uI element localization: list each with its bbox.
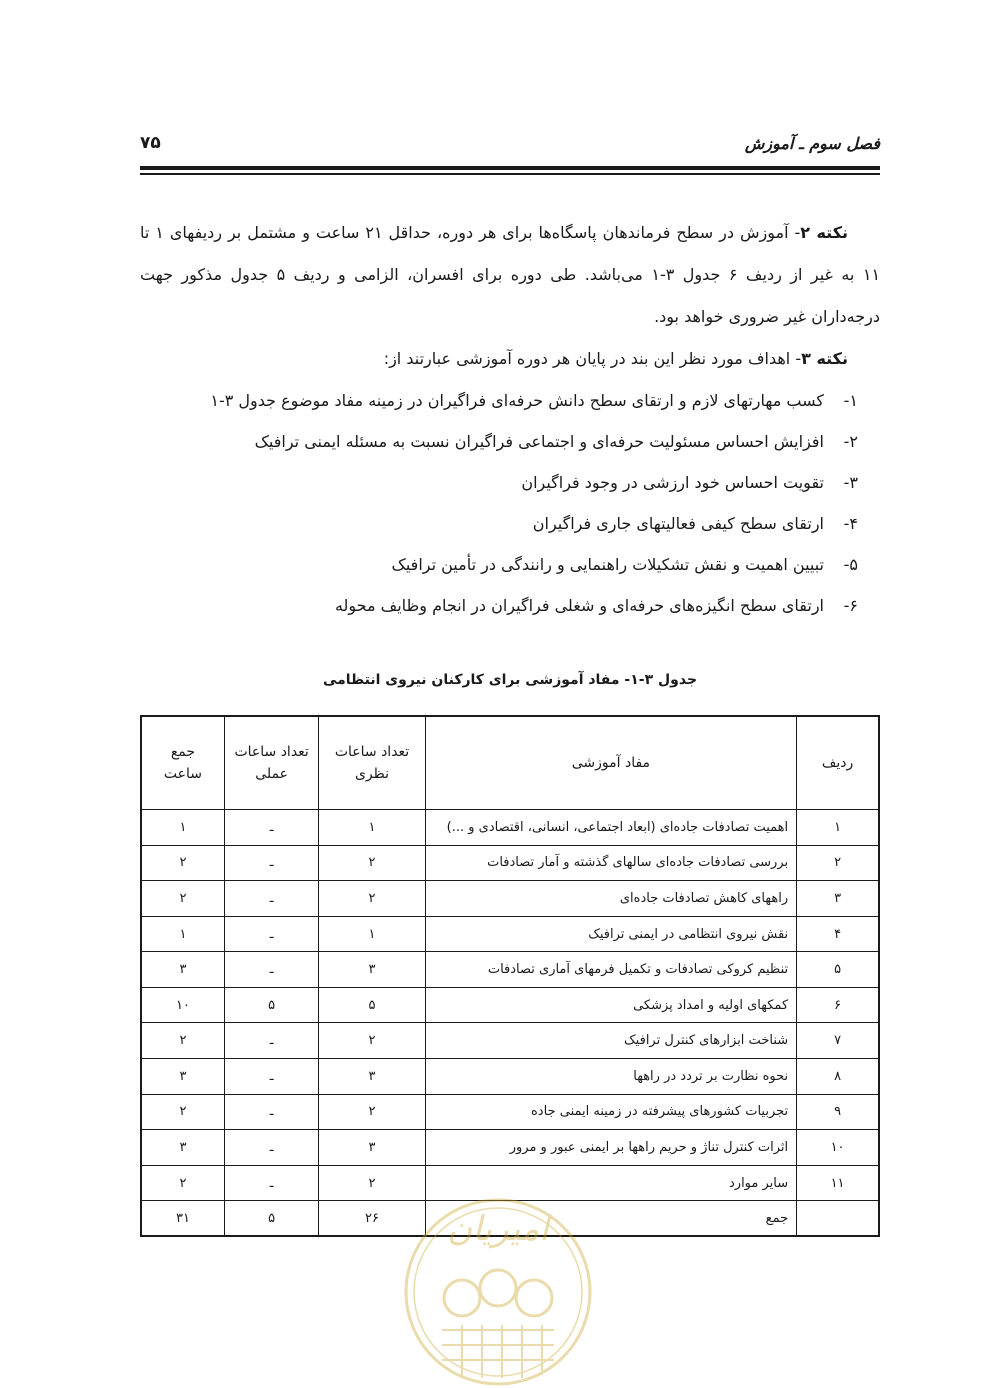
table-row [141,916,879,952]
cell-row-number: ۹ [797,1094,879,1130]
cell-row-number: ۴ [797,916,879,952]
objective-number: ۲- [843,432,858,451]
page-header [140,128,880,158]
table-row [141,810,879,846]
header-practical-hours: تعداد ساعات عملی [224,716,318,810]
cell-topic: تنظیم کروکی تصادفات و تکمیل فرمهای آماری تصادفات [425,952,796,988]
note-2-paragraph [140,212,880,338]
note-3-paragraph [140,338,880,380]
cell-topic: تجربیات کشورهای پیشرفته در زمینه ایمنی جاده [425,1094,796,1130]
cell-topic: راههای کاهش تصادفات جاده‌ای [425,881,796,917]
cell-practical-hours: ـ [224,1130,318,1166]
cell-total-hours: ۲ [141,845,224,881]
cell-row-number: ۷ [797,1023,879,1059]
table-row [141,987,879,1023]
cell-theory-hours: ۳ [319,1059,425,1095]
cell-row-number: ۲ [797,845,879,881]
table-row [141,1094,879,1130]
table-row [141,881,879,917]
cell-total-hours: ۳ [141,1059,224,1095]
cell-practical-hours: ـ [224,881,318,917]
page-number: ۷۵ [140,133,161,153]
table-row [141,1165,879,1201]
cell-theory-hours: ۲ [319,1023,425,1059]
header-rule-thick [140,166,880,170]
cell-row-number: ۱ [797,810,879,846]
cell-topic: بررسی تصادفات جاده‌ای سالهای گذشته و آمار تصادفات [425,845,796,881]
objective-number: ۳- [843,473,858,492]
cell-theory-hours: ۳ [319,1130,425,1166]
objective-text: ارتقای سطح انگیزه‌های حرفه‌ای و شغلی فراگیران در انجام وظایف محوله [334,596,824,615]
table-row [141,1130,879,1166]
cell-total-hours: ۱۰ [141,987,224,1023]
cell-total-hours: ۲ [141,881,224,917]
objective-item [140,462,880,503]
cell-practical-hours: ـ [224,1165,318,1201]
objective-text: تقویت احساس خود ارزشی در وجود فراگیران [521,473,824,492]
header-row-number: ردیف [797,716,879,810]
table-total-row [141,1201,879,1236]
cell-practical-hours: ـ [224,845,318,881]
cell-total-hours: ۳ [141,1130,224,1166]
objectives-list [140,380,880,626]
table-row [141,952,879,988]
header-theory-hours: تعداد ساعات نظری [319,716,425,810]
cell-theory-hours: ۳ [319,952,425,988]
cell-topic: شناخت ابزارهای کنترل ترافیک [425,1023,796,1059]
table-caption: جدول ۳-۱- مفاد آموزشی برای کارکنان نیروی انتظامی [322,672,698,688]
cell-theory-hours: ۱ [319,810,425,846]
cell-theory-hours: ۱ [319,916,425,952]
note-2-text: - آموزش در سطح فرماندهان پاسگاه‌ها برای هر دوره، حداقل ۲۱ ساعت و مشتمل بر ردیفهای ۱ تا ۱۱ به غیر از ردیف ۶ جدول ۳-۱ می‌باشد. طی دوره برای افسران، الزامی و ردیف ۵ جدول مذکور جهت درجه‌داران غیر ضروری خواهد بود. [140,223,881,326]
cell-practical-hours: ـ [224,1023,318,1059]
body-text [140,212,880,626]
watermark-text: امیریان [447,1209,549,1249]
cell-row-number: ۸ [797,1059,879,1095]
cell-total-hours: ۱ [141,916,224,952]
cell-row-number [797,1201,879,1236]
cell-theory-hours: ۲ [319,881,425,917]
header-total-hours: جمع ساعت [141,716,224,810]
cell-practical-hours: ـ [224,952,318,988]
cell-practical-hours: ـ [224,1094,318,1130]
objective-number: ۶- [843,596,858,615]
cell-topic: نحوه نظارت بر تردد در راهها [425,1059,796,1095]
cell-total-hours: ۳ [141,952,224,988]
objective-text: ارتقای سطح کیفی فعالیتهای جاری فراگیران [532,514,824,533]
cell-total-practical: ۵ [224,1201,318,1236]
cell-topic: نقش نیروی انتظامی در ایمنی ترافیک [425,916,796,952]
cell-total-hours: ۲ [141,1094,224,1130]
note-3-text: - اهداف مورد نظر این بند در پایان هر دوره آموزشی عبارتند از: [383,349,802,368]
cell-topic: سایر موارد [425,1165,796,1201]
chapter-title: فصل سوم ـ آموزش [744,133,880,153]
cell-theory-hours: ۵ [319,987,425,1023]
table-row [141,1023,879,1059]
cell-total-hours: ۱ [141,810,224,846]
cell-row-number: ۱۰ [797,1130,879,1166]
objective-item [140,585,880,626]
cell-theory-hours: ۲ [319,1094,425,1130]
cell-total-hours: ۲ [141,1165,224,1201]
objective-item [140,503,880,544]
cell-topic: کمکهای اولیه و امداد پزشکی [425,987,796,1023]
objective-item [140,421,880,462]
table-row [141,845,879,881]
cell-theory-hours: ۲ [319,845,425,881]
cell-practical-hours: ـ [224,916,318,952]
cell-total-label: جمع [425,1201,796,1236]
objective-text: افزایش احساس مسئولیت حرفه‌ای و اجتماعی فراگیران نسبت به مسئله ایمنی ترافیک [254,432,824,451]
note-2-label: نکته ۲ [800,223,849,242]
objective-item [140,544,880,585]
objective-text: تبیین اهمیت و نقش تشکیلات راهنمایی و رانندگی در تأمین ترافیک [391,555,824,574]
objective-text: کسب مهارتهای لازم و ارتقای سطح دانش حرفه‌ای فراگیران در زمینه مفاد موضوع جدول ۳-۱ [210,391,824,410]
cell-total-hours: ۲ [141,1023,224,1059]
cell-topic: اثرات کنترل تناژ و حریم راهها بر ایمنی عبور و مرور [425,1130,796,1166]
table-header-row [141,716,879,810]
cell-topic: اهمیت تصادفات جاده‌ای (ابعاد اجتماعی، انسانی، اقتصادی و ...) [425,810,796,846]
cell-row-number: ۱۱ [797,1165,879,1201]
cell-theory-hours: ۲ [319,1165,425,1201]
cell-row-number: ۳ [797,881,879,917]
table-row [141,1059,879,1095]
cell-practical-hours: ـ [224,810,318,846]
cell-practical-hours: ۵ [224,987,318,1023]
cell-row-number: ۵ [797,952,879,988]
objective-item [140,380,880,421]
cell-practical-hours: ـ [224,1059,318,1095]
objective-number: ۱- [843,391,858,410]
cell-grand-total: ۳۱ [141,1201,224,1236]
cell-total-theory: ۲۶ [319,1201,425,1236]
header-rule-thin [140,173,880,175]
objective-number: ۵- [843,555,858,574]
training-content-table [140,715,880,1237]
objective-number: ۴- [843,514,858,533]
cell-row-number: ۶ [797,987,879,1023]
note-3-label: نکته ۳ [801,349,848,368]
header-topic: مفاد آموزشی [425,716,796,810]
